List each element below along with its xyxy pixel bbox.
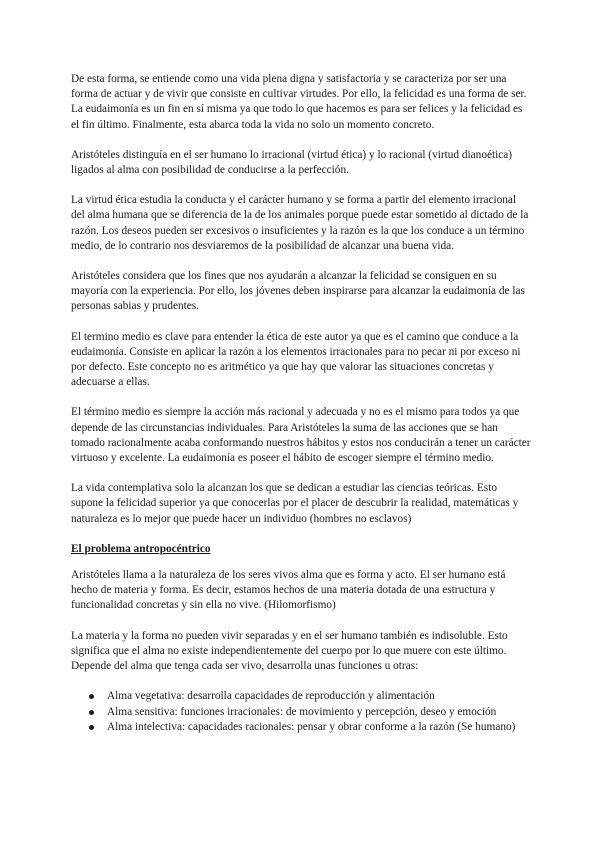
paragraph-ethical-virtue: La virtud ética estudia la conducta y el carácter humano y se forma a partir del elemento irracional del alma humana que se diferencia de la de los animales porque puede estar sometido al dictado de la razón. Los deseos pueden ser excesivos o insuficientes y la razón es la que los conduce a un término medio, de lo contrario nos desviaremos de la posibilidad de alcanzar una buena vida. xyxy=(71,194,529,252)
paragraph-contemplative-life: La vida contemplativa solo la alcanzan los que se dedican a estudiar las ciencias teóricas. Esto supone la felicidad superior ya que conocerlas por el placer de descubrir la realidad, matemáticas y naturaleza es lo mejor que puede hacer un individuo (hombres no esclavos) xyxy=(71,482,519,525)
list-item: Alma sensitiva: funciones irracionales: de movimiento y percepción, deseo y emoción xyxy=(107,705,531,720)
paragraph-golden-mean-habits: El término medio es siempre la acción más racional y adecuada y no es el mismo para todos ya que depende de las circunstancias individuales. Para Aristóteles la suma de las acciones que se han tomado racionalmente acaba conformando nuestros hábitos y estos nos conducirán a tener un carácter virtuoso y excelente. La eudaimonía es poseer el hábito de escoger siempre el término medio. xyxy=(71,406,531,465)
soul-types-list xyxy=(71,689,531,735)
paragraph-soul-body: La materia y la forma no pueden vivir separadas y en el ser humano también es indisoluble. Esto significa que el alma no existe independientemente del cuerpo por lo que muere con este último. Depende del alma que tenga cada ser vivo, desarrolla unas funciones u otras: xyxy=(71,629,508,673)
list-item: Alma intelectiva: capacidades racionales: pensar y obrar conforme a la razón (Se humano) xyxy=(107,720,531,735)
paragraph-golden-mean: El termino medio es clave para entender la ética de este autor ya que es el camino que conduce a la eudaimonía. Consiste en aplicar la razón a los elementos irracionales para no pecar ni por exceso ni por defecto. Este concepto no es aritmético ya que hay que valorar las situaciones concretas y adecuarse a ellas. xyxy=(71,330,521,389)
paragraph-eudaimonia-definition: De esta forma, se entiende como una vida plena digna y satisfactoria y se caracteriza por ser una forma de actuar y de vivir que consiste en cultivar virtudes. Por ello, la felicidad es una forma de ser. La eudaimonía es un fin en sí misma ya que todo lo que hacemos es para ser felices y la felicidad es el fin último. Finalmente, esta abarca toda la vida no solo un momento concreto. xyxy=(71,73,527,131)
list-item: Alma vegetativa: desarrolla capacidades de reproducción y alimentación xyxy=(107,689,531,704)
paragraph-virtues-distinction: Aristóteles distinguía en el ser humano lo irracional (virtud ética) y lo racional (virtud dianoética) ligados al alma con posibilidad de conducirse a la perfección. xyxy=(71,148,513,177)
document-body xyxy=(71,72,531,735)
section-heading: El problema antropocéntrico xyxy=(71,542,211,555)
paragraph-hylomorphism: Aristóteles llama a la naturaleza de los seres vivos alma que es forma y acto. El ser humano está hecho de materia y forma. Es decir, estamos hechos de una materia dotada de una estructura y funcionalidad concretas y sin ella no vive. (Hilomorfismo) xyxy=(71,569,506,612)
paragraph-experience: Aristóteles considera que los fines que nos ayudarán a alcanzar la felicidad se consiguen en su mayoría con la experiencia. Por ello, los jóvenes deben inspirarse para alcanzar la eudaimonía de las personas sabias y prudentes. xyxy=(71,270,525,313)
